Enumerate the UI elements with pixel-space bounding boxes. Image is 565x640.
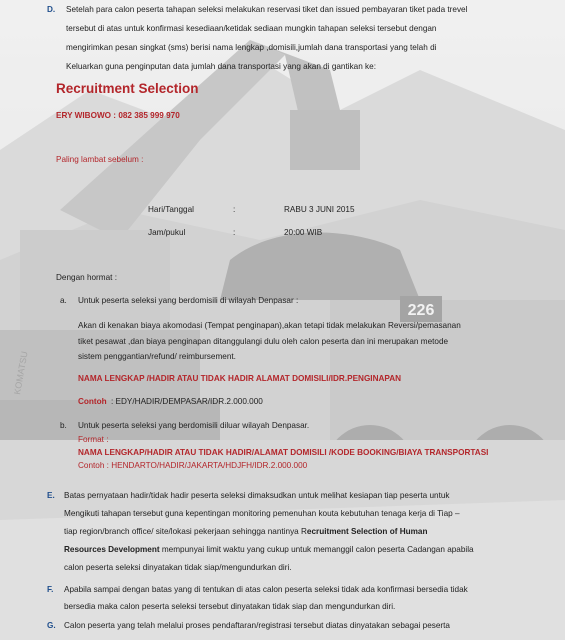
section-e-line-3-text: tiap region/branch office/ site/lokasi pekerjaan sehingga nantinya R [64, 527, 307, 536]
section-g-marker: G. [47, 621, 56, 630]
item-a-line: sistem penggantian/refund/ reimbursement. [78, 352, 236, 361]
section-f-marker: F. [47, 585, 54, 594]
section-f-line: bersedia maka calon peserta seleksi tersebut dinyatakan tidak siap dan mengundurkan diri. [64, 602, 396, 611]
item-b-title: Untuk peserta seleksi yang berdomisili diluar wilayah Denpasar. [78, 421, 310, 430]
item-b-marker: b. [60, 421, 67, 430]
item-a-line: tiket pesawat ,dan biaya penginapan ditanggulangi dulu oleh calon peserta dan ini merupakan metode [78, 337, 449, 346]
section-d-line: Setelah para calon peserta tahapan seleksi melakukan reservasi tiket dan issued pembayaran tiket pada trevel [66, 5, 468, 14]
section-e-line: Batas pernyataan hadir/tidak hadir peserta seleksi dimaksudkan untuk melihat kesiapan tiap peserta untuk [64, 491, 450, 500]
section-d-line: Keluarkan guna penginputan data jumlah dana transportasi yang akan di gantikan ke: [66, 62, 376, 71]
section-d-line: mengirimkan pesan singkat (sms) berisi nama lengkap ,domisili,jumlah dana transportasi yang telah di [66, 43, 437, 52]
section-e-line: calon peserta seleksi dinyatakan tidak siap/mengundurkan diri. [64, 563, 292, 572]
section-e-line-4-bold: Resources Development [64, 545, 160, 554]
section-e-line-4-text: mempunyai limit waktu yang cukup untuk memanggil calon peserta Cadangan apabila [159, 545, 474, 554]
contact-number: ERY WIBOWO : 082 385 999 970 [56, 111, 180, 120]
section-f-line: Apabila sampai dengan batas yang di tentukan di atas calon peserta seleksi tidak ada konfirmasi bersedia tidak [64, 585, 468, 594]
item-b-format: NAMA LENGKAP/HADIR ATAU TIDAK HADIR/ALAMAT DOMISILI /KODE BOOKING/BIAYA TRANSPORTASI [78, 448, 489, 457]
section-e-line: Mengikuti tahapan tersebut guna kepentingan monitoring pemenuhan kouta kebutuhan tenaga kerja di Tiap – [64, 509, 460, 518]
section-e-line-4 [64, 544, 474, 557]
section-e-line-3-bold: ecruitment Selection of Human [306, 527, 428, 536]
recruitment-heading: Recruitment Selection [56, 81, 199, 96]
schedule-day-value: RABU 3 JUNI 2015 [284, 205, 355, 214]
schedule-time-colon: : [233, 228, 236, 237]
item-a-marker: a. [60, 296, 67, 305]
item-a-example-value: : EDY/HADIR/DEMPASAR/IDR.2.000.000 [111, 397, 263, 406]
schedule-day-label: Hari/Tanggal [148, 205, 194, 214]
section-d-marker: D. [47, 5, 56, 14]
schedule-day-colon: : [233, 205, 236, 214]
item-a-format: NAMA LENGKAP /HADIR ATAU TIDAK HADIR ALAMAT DOMISILI/IDR.PENGINAPAN [78, 374, 402, 383]
truck-number: 226 [407, 302, 435, 319]
section-e-line-3 [64, 526, 427, 539]
greeting: Dengan hormat : [56, 273, 117, 282]
item-a-example-label: Contoh [78, 397, 107, 406]
section-d-line: tersebut di atas untuk konfirmasi kesediaan/ketidak sediaan mungkin tahapan seleksi tersebut dengan [66, 24, 437, 33]
deadline-label: Paling lambat sebelum : [56, 155, 144, 164]
schedule-time-value: 20:00 WIB [284, 228, 323, 237]
truck-brand: KOMATSU [12, 350, 30, 396]
item-a-line: Akan di kenakan biaya akomodasi (Tempat penginapan),akan tetapi tidak melakukan Reversi/pemasanan [78, 321, 461, 330]
item-b-format-label: Format : [78, 435, 109, 444]
section-g-line: Calon peserta yang telah melalui proses pendaftaran/registrasi tersebut diatas dinyatakan sebagai peserta [64, 621, 450, 630]
section-e-marker: E. [47, 491, 55, 500]
item-a-title: Untuk peserta seleksi yang berdomisili di wilayah Denpasar : [78, 296, 299, 305]
item-b-example: Contoh : HENDARTO/HADIR/JAKARTA/HDJFH/IDR.2.000.000 [78, 461, 308, 470]
schedule-time-label: Jam/pukul [148, 228, 186, 237]
